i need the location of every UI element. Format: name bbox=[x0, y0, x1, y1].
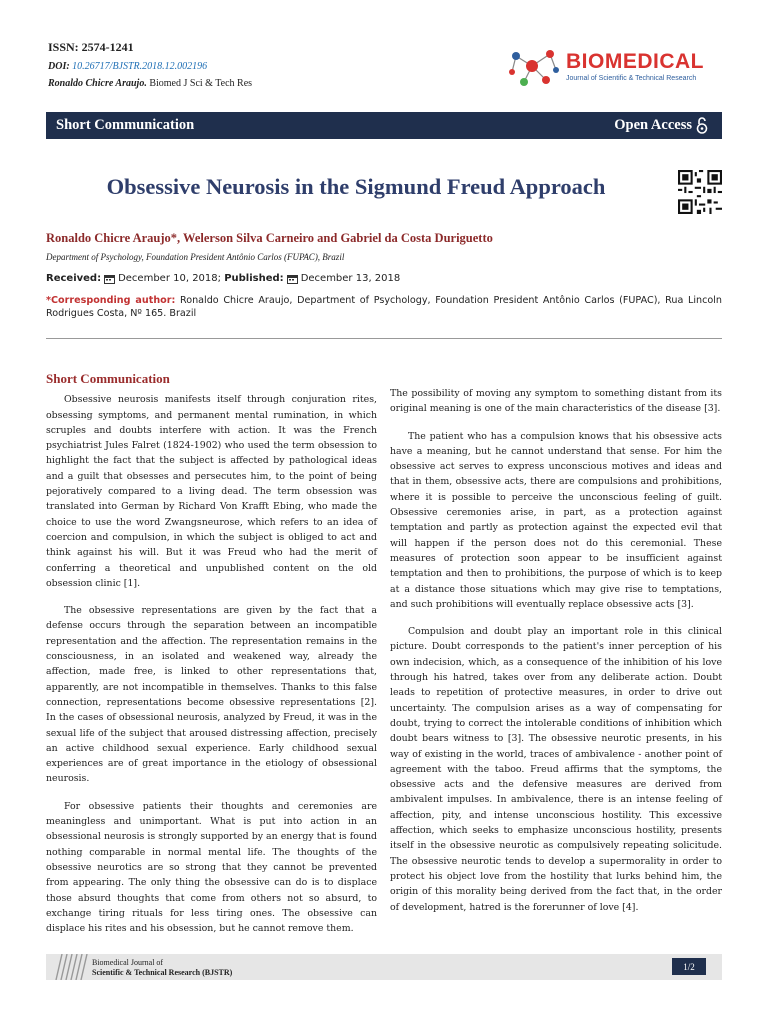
received-date: December 10, 2018; bbox=[118, 273, 222, 284]
open-access-lock-icon bbox=[696, 117, 708, 134]
cite-journal: Biomed J Sci & Tech Res bbox=[149, 78, 253, 89]
paragraph: The possibility of moving any symptom to something distant from its original meaning is one of the main characteristics of the disease [3]. bbox=[390, 388, 722, 415]
published-label: Published: bbox=[224, 273, 284, 284]
page-footer bbox=[46, 954, 722, 980]
paragraph: The patient who has a compulsion knows that his obsessive acts have a meaning, but he cannot understand that sense. For him the obsessive act serves to express unconscious motives and ideas and that in them, obsessive acts, there are compulsions and prohibitions, where it is possible to perceive the unconscious feeling of guilt. Obsessive ceremonies arise, in part, as a protection against temptation and partly as protection against the expected evil that will happen if the person does not do this ceremonial. These measures of protection soon appear to be insufficient against temptation and then to prohibitions, the purpose of which is to keep at a distance those situations which may give rise to temptations, and such prohibitions will eventually replace obsessive acts [3]. bbox=[390, 430, 722, 610]
paragraph: Obsessive neurosis manifests itself through conjuration rites, obsessing symptoms, and permanent mental rumination, in which scruples and doubts interfere with action. It was the French psychiatrist Jules Falret (1824-1902) who used the term obsession to highlight the fact that the subject is affected by pathological ideas and a guilt that obsesses and persecutes him, to the point of being pejoratively compared to a living dead. The term obsession was translated into German by Richard Von Krafft Ebing, who made the choice to use the word Zwangsneurose, which refers to an idea of coercion and compulsion, in which the subject is obliged to act and think against his will. But it was Freud who had the merit of conferring a theoretical and unpublished content on the old obsession clinic [1]. bbox=[46, 394, 377, 589]
footer-line2: Scientific & Technical Research (BJSTR) bbox=[92, 968, 233, 977]
body-column-right bbox=[390, 386, 722, 927]
journal-logo[interactable] bbox=[506, 44, 726, 90]
page-number: 1/2 bbox=[672, 958, 706, 975]
published-date: December 13, 2018 bbox=[300, 273, 401, 284]
corresponding-author bbox=[46, 294, 722, 320]
corresponding-text: Ronaldo Chicre Araujo, Department of Psychology, Foundation President Antônio Carlos (FUPAC), Rua Lincoln Rodrigues Costa, Nº 165. Brazil bbox=[46, 295, 722, 319]
logo-subtitle: Journal of Scientific & Technical Research bbox=[566, 75, 697, 82]
doi-label: DOI: bbox=[48, 61, 70, 72]
molecule-logo-icon bbox=[506, 44, 562, 90]
citation-line bbox=[48, 78, 252, 89]
received-label: Received: bbox=[46, 273, 102, 284]
footer-stripes-icon bbox=[50, 954, 88, 980]
article-meta bbox=[48, 40, 252, 89]
divider bbox=[46, 338, 722, 339]
article-type: Short Communication bbox=[56, 117, 195, 133]
corresponding-label: *Corresponding author: bbox=[46, 295, 176, 306]
paragraph: For obsessive patients their thoughts and ceremonies are meaningless and unimportant. What is put into action in an obsessional neurosis is strongly supported by an energy that is found nothing comparable in normal mental life. The thoughts of the obsessive neurotics are so strong that they cannot be prevented from appearing. The only thing the obsessive can do is to displace those absurd thoughts that come from others not so absurd, to exchange tiring rituals for less tiring ones. The obsessive can displace his rites and his obsession, but he cannot remove them. bbox=[46, 800, 377, 935]
open-access-label[interactable] bbox=[614, 117, 708, 134]
calendar-icon bbox=[287, 274, 298, 284]
affiliation: Department of Psychology, Foundation President Antônio Carlos (FUPAC), Brazil bbox=[46, 252, 345, 262]
author-list: Ronaldo Chicre Araujo*, Welerson Silva Carneiro and Gabriel da Costa Duriguetto bbox=[46, 231, 493, 245]
body-column-left bbox=[46, 371, 377, 948]
qr-code-icon[interactable] bbox=[678, 170, 722, 214]
dates-line bbox=[46, 273, 400, 284]
footer-journal bbox=[92, 958, 232, 978]
doi-link[interactable]: 10.26717/BJSTR.2018.12.002196 bbox=[72, 61, 208, 72]
open-access-text: Open Access bbox=[614, 117, 692, 133]
section-heading: Short Communication bbox=[46, 371, 170, 386]
issn: ISSN: 2574-1241 bbox=[48, 40, 134, 54]
cite-author: Ronaldo Chicre Araujo. bbox=[48, 78, 147, 89]
doi-line bbox=[48, 61, 252, 72]
article-title: Obsessive Neurosis in the Sigmund Freud Approach bbox=[106, 174, 606, 199]
logo-name: BIOMEDICAL bbox=[566, 50, 704, 73]
paragraph: Compulsion and doubt play an important role in this clinical picture. Doubt corresponds to the patient's inner perception of his own indecision, which, as a consequence of the inhibition of his love through his hatred, takes over from any deliberate action. Doubt leads to repetition of protective measures, in order to drive out uncertainty. The compulsion arises as a way of compensating for doubt, trying to correct the intolerable conditions of inhibition which doubt bears witness to [3]. The obsessive neurotic presents, in his way of existing in the world, traces of ambivalence - another point of agreement with the taboo. Freud affirms that the symptoms, the obsessive acts and the defensive measures are derived from ambivalent impulses. In ambivalence, there is an intense feeling of affection, pity, and intense unconscious hostility. This excessive affection, which seeks to emphasize unconscious hostility, presents itself in the obsessive neurotic as compulsively repeating solicitude. The obsessive neurotic tends to develop a supermorality in order to protect his object love from the hostility that lurks behind him, the origin of this morality being derived from the fact that, in the order of development, hatred is the forerunner of love [4]. bbox=[390, 626, 722, 913]
footer-line1: Biomedical Journal of bbox=[92, 958, 164, 967]
paragraph: The obsessive representations are given by the fact that a defense occurs through the separation between an incompatible representation and the affection. The representation remains in the consciousness, in an isolated and weakened way, already the affection, made free, is linked to other representations that, apparently, are not incompatible in themselves. Thanks to this false connection, representations become obsessive representations [2]. In the cases of obsessional neurosis, analyzed by Freud, it was in the sexual life of the subject that aroused distressing affection, precisely an active childhood sexual experience. Early childhood sexual experiences are of great importance in the etiology of obsessional neurosis. bbox=[46, 605, 377, 785]
article-type-banner bbox=[46, 112, 722, 139]
calendar-icon bbox=[104, 274, 115, 284]
